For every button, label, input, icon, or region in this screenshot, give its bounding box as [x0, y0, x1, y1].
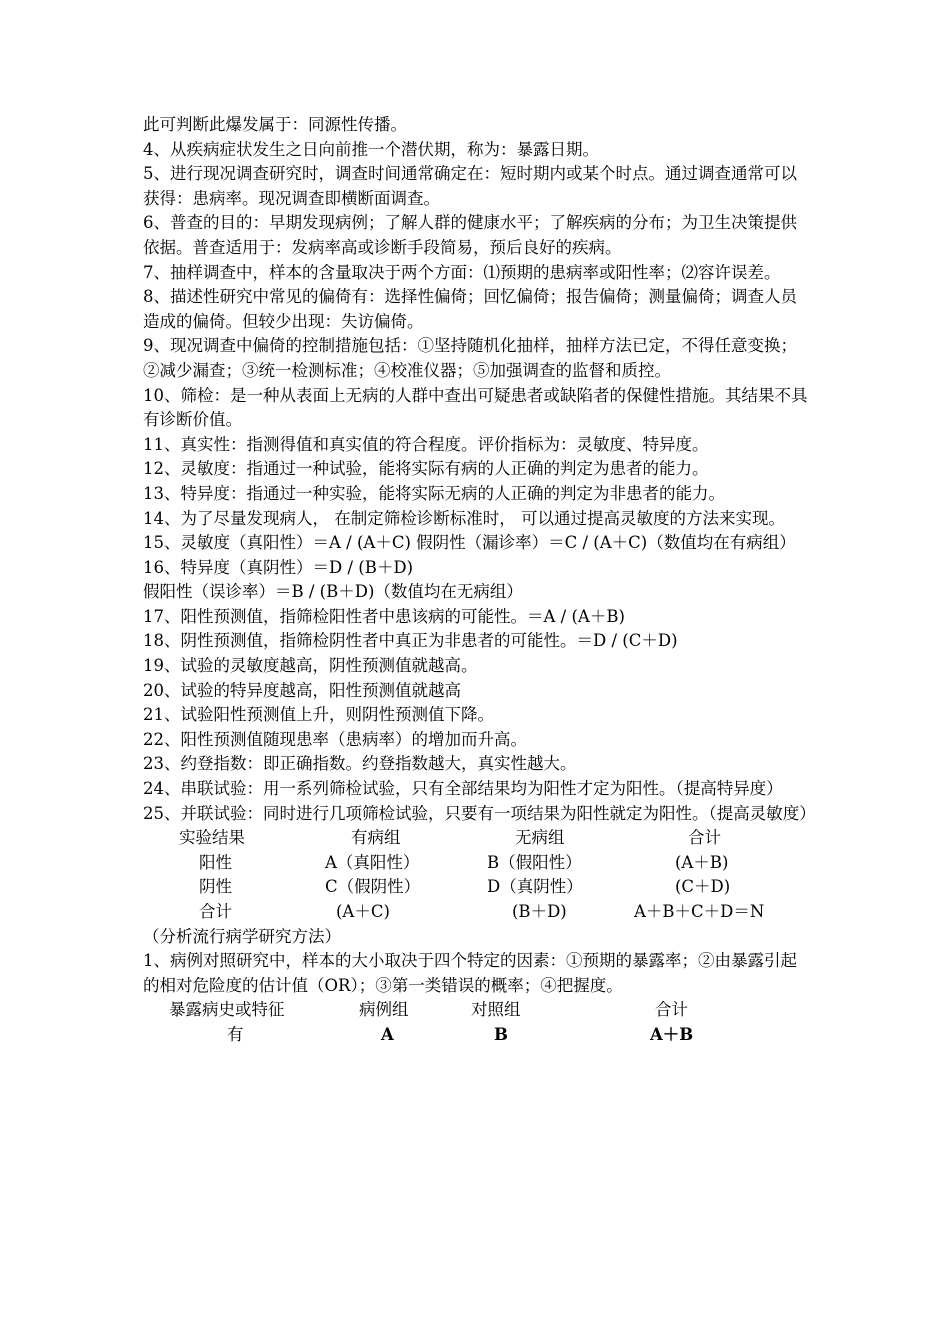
paragraph: 7、抽样调查中，样本的含量取决于两个方面：⑴预期的患病率或阳性率；⑵容许误差。	[143, 262, 781, 282]
table-header-row	[143, 998, 811, 1023]
table-row	[143, 875, 811, 900]
table-cell: (C＋D)	[675, 877, 731, 897]
table-cell: A	[381, 1024, 394, 1044]
paragraph: 18、阴性预测值，指筛检阴性者中真正为非患者的可能性。＝D / (C＋D)	[143, 631, 678, 651]
table-header-cell: 病例组	[359, 1000, 409, 1020]
table-cell: A（真阳性）	[325, 852, 420, 872]
table-cell: D（真阴性）	[487, 877, 583, 897]
table-header-cell: 对照组	[471, 1000, 521, 1020]
paragraph: 20、试验的特异度越高，阳性预测值就越高	[143, 680, 461, 700]
table-row	[143, 1023, 811, 1048]
table-cell: C（假阴性）	[325, 877, 421, 897]
table-row	[143, 900, 811, 925]
paragraph: 9、现况调查中偏倚的控制措施包括：①坚持随机化抽样，抽样方法已定，不得任意变换；②减少漏查；③统一检测标准；④校准仪器；⑤加强调查的监督和质控。	[143, 336, 797, 380]
table-cell: 合计	[199, 902, 232, 921]
table-cell: (A＋B)	[675, 852, 729, 872]
table-header-cell: 实验结果	[179, 828, 245, 848]
table-header-cell: 合计	[688, 828, 721, 848]
paragraph: 21、试验阳性预测值上升，则阴性预测值下降。	[143, 705, 494, 725]
paragraph: 假阳性（误诊率）＝B / (B＋D)（数值均在无病组）	[143, 582, 523, 602]
table-cell: 阳性	[199, 852, 232, 872]
table-cell: 有	[227, 1024, 244, 1044]
paragraph: 23、约登指数：即正确指数。约登指数越大，真实性越大。	[143, 754, 577, 774]
table-cell: (B＋D)	[512, 902, 567, 921]
document-page	[143, 113, 816, 1048]
table-header-cell: 无病组	[515, 828, 565, 848]
paragraph: 11、真实性：指测得值和真实值的符合程度。评价指标为：灵敏度、特异度。	[143, 434, 709, 454]
case-control-table	[143, 998, 811, 1047]
table-header-row	[143, 826, 811, 851]
section-title: （分析流行病学研究方法）	[143, 926, 341, 946]
table-header-cell: 暴露病史或特征	[169, 1000, 285, 1020]
paragraph: 4、从疾病症状发生之日向前推一个潜伏期，称为：暴露日期。	[143, 139, 599, 159]
paragraph: 15、灵敏度（真阳性）＝A / (A＋C) 假阴性（漏诊率）＝C / (A＋C)（数值均在有病组）	[143, 533, 796, 553]
paragraph: 17、阳性预测值，指筛检阳性者中患该病的可能性。＝A / (A＋B)	[143, 606, 625, 626]
paragraph: 12、灵敏度：指通过一种试验，能将实际有病的人正确的判定为患者的能力。	[143, 459, 709, 479]
table-cell: (A＋C)	[336, 902, 390, 921]
paragraph: 14、为了尽量发现病人， 在制定筛检诊断标准时， 可以通过提高灵敏度的方法来实现。	[143, 508, 785, 528]
paragraph: 13、特异度：指通过一种实验，能将实际无病的人正确的判定为非患者的能力。	[143, 483, 725, 503]
table-cell: A＋B	[650, 1024, 694, 1044]
paragraph: 此可判断此爆发属于：同源性传播。	[143, 115, 407, 134]
table-cell: 阴性	[199, 877, 232, 897]
table-row	[143, 851, 811, 876]
paragraph: 8、描述性研究中常见的偏倚有：选择性偏倚；回忆偏倚；报告偏倚；测量偏倚；调查人员造成的偏倚。但较少出现：失访偏倚。	[143, 287, 797, 331]
paragraph: 16、特异度（真阴性）＝D / (B＋D)	[143, 557, 414, 577]
paragraph-list	[143, 113, 816, 826]
paragraph: 1、病例对照研究中，样本的大小取决于四个特定的因素：①预期的暴露率；②由暴露引起的相对危险度的估计值（OR）；③第一类错误的概率；④把握度。	[143, 951, 797, 995]
result-table	[143, 826, 811, 924]
paragraph: 5、进行现况调查研究时，调查时间通常确定在：短时期内或某个时点。通过调查通常可以获得：患病率。现况调查即横断面调查。	[143, 164, 797, 208]
paragraph: 24、串联试验：用一系列筛检试验，只有全部结果均为阳性才定为阳性。（提高特异度）	[143, 779, 783, 799]
table-cell: B	[494, 1024, 508, 1044]
table-cell: A＋B＋C＋D＝N	[634, 902, 765, 921]
paragraph: 25、并联试验：同时进行几项筛检试验，只要有一项结果为阳性就定为阳性。（提高灵敏度）	[143, 803, 816, 823]
table-cell: B（假阳性）	[487, 852, 582, 872]
table-header-cell: 合计	[655, 1000, 688, 1020]
paragraph: 10、筛检：是一种从表面上无病的人群中查出可疑患者或缺陷者的保健性措施。其结果不具有诊断价值。	[143, 385, 808, 430]
paragraph: 19、试验的灵敏度越高，阴性预测值就越高。	[143, 656, 478, 676]
table-header-cell: 有病组	[351, 828, 401, 848]
paragraph: 6、普查的目的：早期发现病例；了解人群的健康水平；了解疾病的分布；为卫生决策提供依据。普查适用于：发病率高或诊断手段简易，预后良好的疾病。	[143, 213, 797, 257]
paragraph: 22、阳性预测值随现患率（患病率）的增加而升高。	[143, 729, 527, 749]
